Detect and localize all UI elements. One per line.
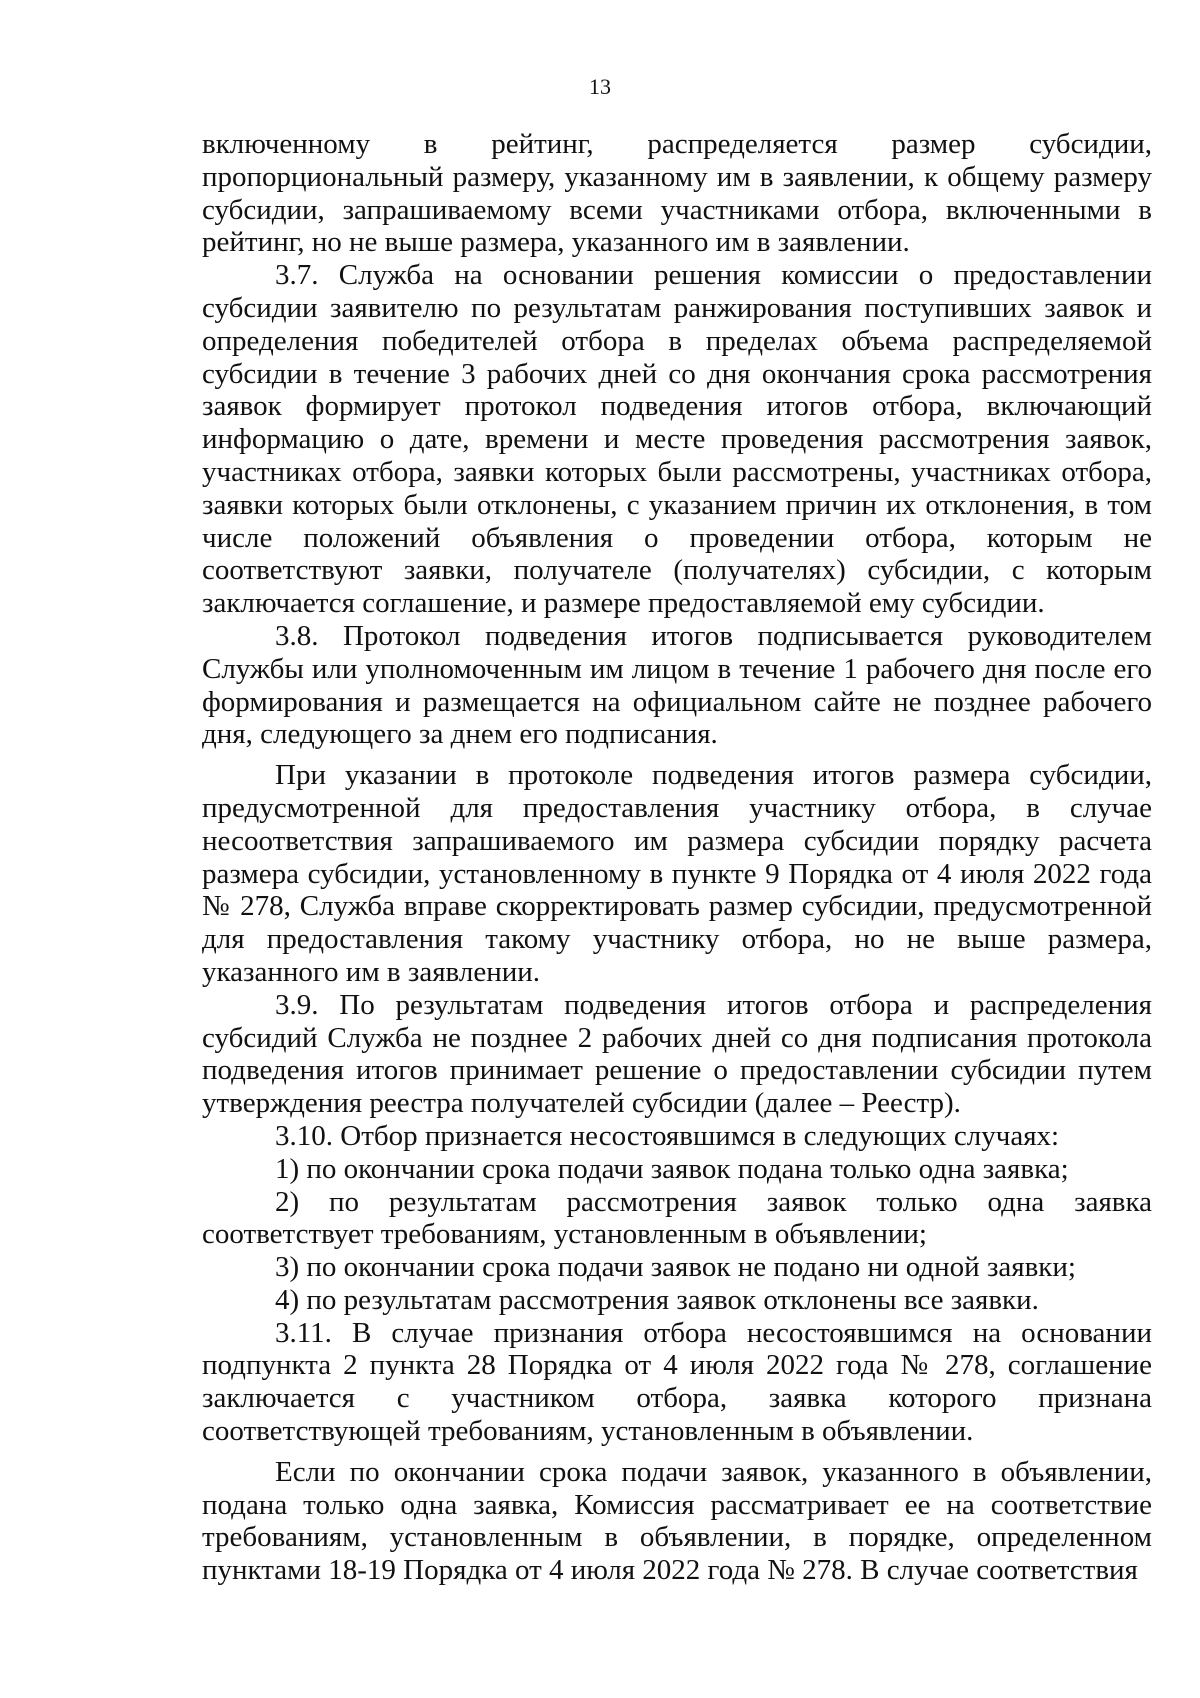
page-number: 13 <box>589 74 611 99</box>
list-item-3: 3) по окончании срока подачи заявок не подано ни одной заявки; <box>275 1251 1076 1284</box>
paragraph-3-7: 3.7. Служба на основании решения комиссии о предоставлении субсидии заявителю по результатам ранжирования поступивших заявок и определения победителей отбора в пределах объема распределяемой субсидии в течение 3 рабочих дней со дня окончания срока рассмотрения заявок формирует протокол подведения итогов отбора, включающий информацию о дате, времени и месте проведения рассмотрения заявок, участниках отбора, заявки которых были рассмотрены, участниках отбора, заявки которых были отклонены, с указанием причин их отклонения, в том числе положений объявления о проведении отбора, которым не соответствуют заявки, получателе (получателях) субсидии, с которым заключается соглашение, и размере предоставляемой ему субсидии. <box>202 259 1152 620</box>
paragraph-3-11: 3.11. В случае признания отбора несостоявшимся на основании подпункта 2 пункта 28 Порядка от 4 июля 2022 года № 278, соглашение заключается с участником отбора, заявка которого признана соответствующей требованиям, установленным в объявлении. <box>202 1316 1152 1448</box>
paragraph-single-application: Если по окончании срока подачи заявок, указанного в объявлении, подана только одна заявка, Комиссия рассматривает ее на соответствие требованиям, установленным в объявлении, в порядке, определенном пунктами 18-19 Порядка от 4 июля 2022 года № 278. В случае соответствия <box>202 1455 1152 1587</box>
document-body <box>202 128 1152 1587</box>
list-item-2: 2) по результатам рассмотрения заявок только одна заявка соответствует требованиям, установленным в объявлении; <box>202 1185 1152 1251</box>
paragraph-3-10: 3.10. Отбор признается несостоявшимся в следующих случаях: <box>275 1119 1060 1152</box>
paragraph-3-8: 3.8. Протокол подведения итогов подписывается руководителем Службы или уполномоченным им лицом в течение 1 рабочего дня после его формирования и размещается на официальном сайте не позднее рабочего дня, следующего за днем его подписания. <box>202 619 1152 751</box>
paragraph-continuation: включенному в рейтинг, распределяется размер субсидии, пропорциональный размеру, указанному им в заявлении, к общему размеру субсидии, запрашиваемому всеми участниками отбора, включенными в рейтинг, но не выше размера, указанного им в заявлении. <box>202 128 1152 259</box>
list-item-1: 1) по окончании срока подачи заявок подана только одна заявка; <box>275 1152 1069 1185</box>
paragraph-3-9: 3.9. По результатам подведения итогов отбора и распределения субсидий Служба не позднее 2 рабочих дней со дня подписания протокола подведения итогов принимает решение о предоставлении субсидии путем утверждения реестра получателей субсидии (далее – Реестр). <box>202 988 1152 1120</box>
list-item-4: 4) по результатам рассмотрения заявок отклонены все заявки. <box>275 1283 1039 1316</box>
paragraph-protocol-size: При указании в протоколе подведения итогов размера субсидии, предусмотренной для предоставления участнику отбора, в случае несоответствия запрашиваемого им размера субсидии порядку расчета размера субсидии, установленному в пункте 9 Порядка от 4 июля 2022 года № 278, Служба вправе скорректировать размер субсидии, предусмотренной для предоставления такому участнику отбора, но не выше размера, указанного им в заявлении. <box>202 759 1152 988</box>
